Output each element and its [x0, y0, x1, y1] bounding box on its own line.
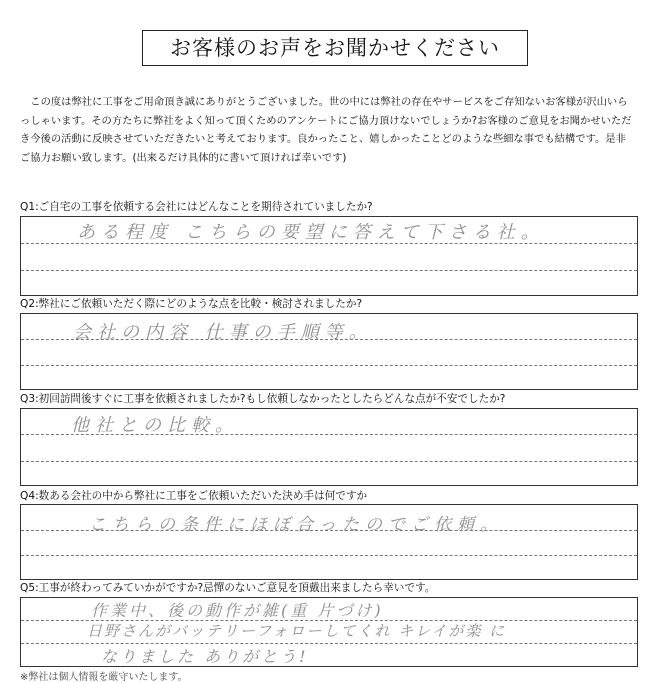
answer-rule	[21, 555, 637, 556]
handwritten-answer-3: 他社との比較。	[71, 415, 239, 436]
answer-box-2[interactable]	[20, 313, 638, 390]
question-3-label: Q3:初回訪問後すぐに工事を依頼されましたか?もし依頼しなかったとしたらどんな点が不安でしたか?	[20, 393, 506, 405]
answer-rule	[21, 365, 637, 366]
handwritten-answer-1: ある程度 こちらの要望に答えて下さる社。	[77, 222, 545, 243]
question-1-label: Q1:ご自宅の工事を依頼する会社にはどんなことを期待されていましたか?	[20, 201, 373, 213]
answer-box-1[interactable]	[20, 216, 638, 296]
question-2-label: Q2:弊社にご依頼いただく際にどのような点を比較・検討されましたか?	[20, 298, 363, 310]
handwritten-answer-5-line-2: 日野さんがバッテリーフォローしてくれ キレイが楽 に	[87, 622, 507, 640]
footer-note: ※弊社は個人情報を厳守いたします。	[20, 672, 188, 683]
answer-rule	[21, 270, 637, 271]
question-5-label: Q5:工事が終わってみていかがですか?忌憚のないご意見を頂戴出来ましたら幸いです。	[20, 582, 436, 594]
answer-rule	[21, 461, 637, 462]
question-4-label: Q4:数ある会社の中から弊社に工事をご依頼いただいた決め手は何ですか	[20, 490, 368, 502]
page-title: お客様のお声をお聞かせください	[142, 30, 528, 66]
answer-box-5[interactable]	[20, 597, 638, 667]
answer-box-4[interactable]	[20, 504, 638, 580]
answer-box-3[interactable]	[20, 408, 638, 486]
handwritten-answer-5-line-1: 作業中、後の動作が雑(重 片づけ)	[91, 601, 384, 620]
handwritten-answer-2: 会社の内容 仕事の手順等。	[73, 322, 373, 343]
handwritten-answer-5-line-3: なりました ありがとう!	[101, 647, 309, 666]
handwritten-answer-4: こちらの条件にほぼ合ったのでご依頼。	[89, 515, 503, 535]
intro-text: この度は弊社に工事をご用命頂き誠にありがとうございました。世の中には弊社の存在やサービスをご存知ないお客様が沢山いらっしゃいます。その方たちに弊社をよく知って頂くためのアンケートにご協力頂けないでしょうか?お客様のご意見をお聞かせいただき今後の活動に反映させていただきたいと考えております。良かったこと、嬉しかったことどのような些細な事でも結構です。是非ご協力お願い致します。(出来るだけ具体的に書いて頂ければ幸いです)	[20, 96, 632, 164]
